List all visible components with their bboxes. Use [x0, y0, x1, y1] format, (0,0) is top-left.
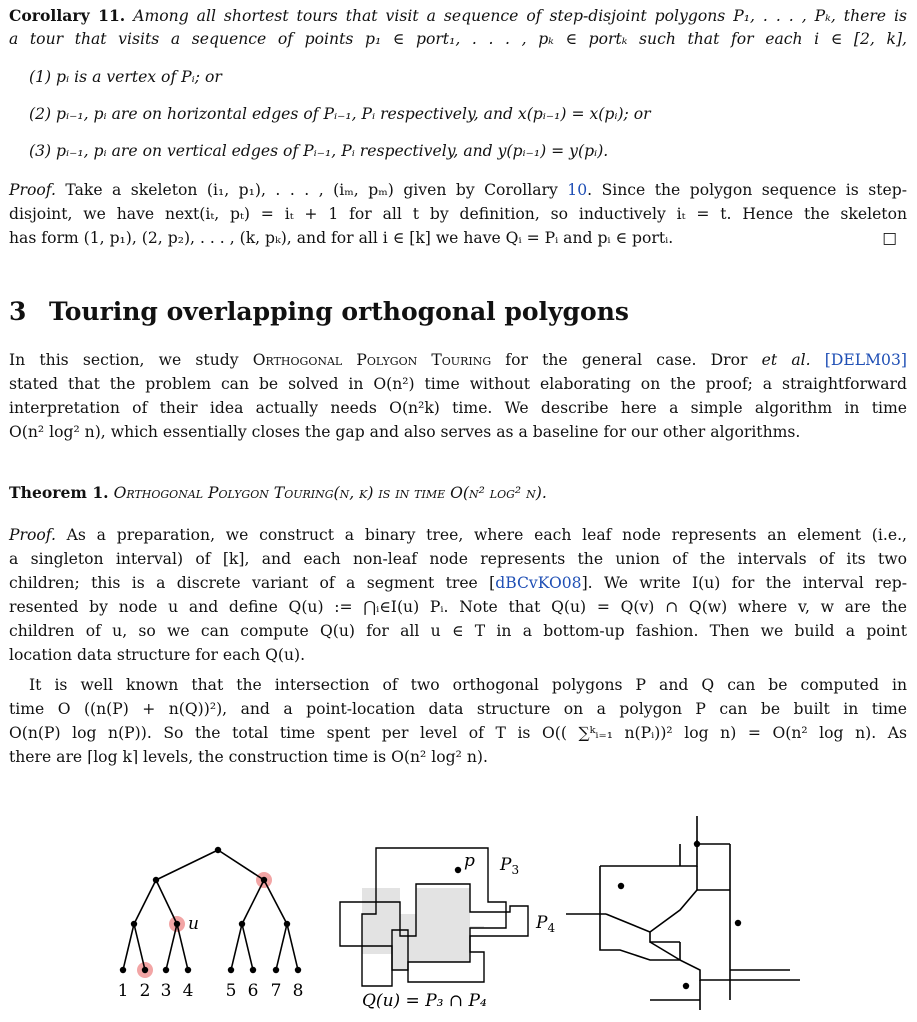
figure: [0, 810, 917, 1022]
intro-text-a: In this section, we study: [9, 351, 253, 369]
tree-node-u: [174, 921, 180, 927]
intro-line-2: stated that the problem can be solved in O(n²) time without elaborating on the proof; a straightforward: [9, 375, 907, 393]
leaf-label-3: 3: [160, 981, 172, 1001]
theorem-line: [9, 482, 907, 504]
proof-2-text-3b: ]. We write I(u) for the interval rep-: [581, 574, 907, 592]
corollary-item-2: (2) pᵢ₋₁, pᵢ are on horizontal edges of Pᵢ₋₁, Pᵢ respectively, and x(pᵢ₋₁) = x(pᵢ); or: [29, 105, 651, 123]
proof-2-label: Proof.: [9, 526, 56, 544]
section-heading: [9, 296, 629, 328]
section-title: Touring overlapping orthogonal polygons: [49, 297, 629, 326]
intro-line-3: interpretation of their idea actually needs O(n²k) time. We describe here a simple algorithm in time: [9, 399, 907, 417]
intro-etal: et al.: [761, 351, 811, 369]
leaf-label-8: 8: [292, 981, 304, 1001]
proof-1-text-a: Take a skeleton (i₁, p₁), . . . , (iₘ, pₘ) given by Corollary: [65, 181, 568, 199]
proof-2-line-5: children of u, so we can compute Q(u) for all u ∈ T in a bottom-up fashion. Then we build a point: [9, 622, 907, 640]
proof-2-text-1: As a preparation, we construct a binary tree, where each leaf node represents an element (i.e.,: [66, 526, 907, 544]
tree-node: [153, 877, 159, 883]
proof-1-line-2: disjoint, we have next(iₜ, pₜ) = iₜ + 1 for all t by definition, so inductively iₜ = t. Hence the skeleton: [9, 205, 907, 223]
tree-node: [284, 921, 290, 927]
proof-2-line-7: It is well known that the intersection of two orthogonal polygons P and Q can be computed in: [29, 676, 907, 694]
leaf-label-7: 7: [270, 981, 282, 1001]
corollary-label: Corollary 11.: [9, 6, 126, 25]
tree-leaf: [228, 967, 234, 973]
tree-leaf: [163, 967, 169, 973]
leaf-label-2: 2: [139, 981, 151, 1001]
proof-2-line-1: [9, 525, 907, 546]
path-routing-diagram: [566, 816, 800, 1010]
intro-line-1: [9, 350, 907, 371]
tree-leaf: [142, 967, 148, 973]
proof-2-line-10: there are ⌈log k⌉ levels, the construction time is O(n² log² n).: [9, 748, 488, 766]
tree-leaf: [273, 967, 279, 973]
tree-leaf: [250, 967, 256, 973]
intersection-region: [362, 888, 484, 970]
tree-node: [131, 921, 137, 927]
corollary-item-1: (1) pᵢ is a vertex of Pᵢ; or: [29, 68, 222, 86]
proof-1-line-3: [9, 228, 907, 249]
leaf-label-1: 1: [117, 981, 129, 1001]
proof-2-line-8: time O ((n(P) + n(Q))²), and a point-location data structure on a polygon P can be built in time: [9, 700, 907, 718]
proof-2-line-9: O(n(P) log n(P)). So the total time spent per level of T is O(( ∑ᵏᵢ₌₁ n(Pᵢ))² log n) = O(n² log n). As: [9, 724, 907, 742]
p3-label-sub: 3: [511, 863, 520, 877]
corollary-line-2: a tour that visits a sequence of points p₁ ∈ port₁, . . . , pₖ ∈ portₖ such that for each i ∈ [2, k],: [9, 30, 907, 48]
binary-tree-diagram: [123, 850, 298, 978]
proof-1-text-b: . Since the polygon sequence is step-: [587, 181, 907, 199]
theorem-text: Orthogonal Polygon Touring(n, k) is in time O(n² log² n).: [113, 484, 547, 502]
leaf-label-5: 5: [225, 981, 237, 1001]
tree-leaf: [185, 967, 191, 973]
proof-2-line-2: a singleton interval) of [k], and each non-leaf node represents the union of the intervals of its two: [9, 550, 907, 568]
corollary-line-1: [9, 5, 907, 27]
corollary-10-link[interactable]: 10: [567, 181, 588, 199]
delm03-link[interactable]: [DELM03]: [824, 351, 907, 369]
leaf-label-6: 6: [247, 981, 259, 1001]
proof-2-line-3: [9, 573, 907, 594]
qed-symbol: □: [882, 229, 897, 247]
dbcvko08-link[interactable]: dBCvKO08: [495, 574, 582, 592]
figure-caption-qu: Q(u) = P₃ ∩ P₄: [362, 991, 487, 1011]
point-p: [455, 867, 461, 873]
p3-label-text: P: [500, 855, 512, 875]
tree-leaf: [295, 967, 301, 973]
routing-point: [618, 883, 624, 889]
tree-leaf: [120, 967, 126, 973]
tree-nodes: [120, 847, 301, 973]
problem-name: Orthogonal Polygon Touring: [252, 351, 492, 369]
p3-label: [499, 855, 519, 877]
tree-node: [239, 921, 245, 927]
section-number: 3: [9, 297, 27, 326]
leaf-label-4: 4: [182, 981, 194, 1001]
routing-point: [683, 983, 689, 989]
p4-label-text: P: [536, 913, 548, 933]
routing-point: [694, 841, 700, 847]
node-label-u: u: [188, 914, 199, 934]
p4-label-sub: 4: [547, 921, 556, 935]
p4-label: [535, 913, 555, 935]
tree-node: [215, 847, 221, 853]
proof-1-text-3: has form (1, p₁), (2, p₂), . . . , (k, pₖ), and for all i ∈ [k] we have Qᵢ = Pᵢ and pᵢ ∈ portᵢ.: [9, 229, 674, 247]
theorem-label: Theorem 1.: [9, 483, 109, 502]
intro-text-b: for the general case. Dror: [491, 351, 762, 369]
routing-point: [735, 920, 741, 926]
intro-line-4: O(n² log² n), which essentially closes the gap and also serves as a baseline for our other algorithms.: [9, 423, 801, 441]
leaf-labels: [118, 981, 304, 1001]
proof-2-line-4: resented by node u and define Q(u) := ⋂ᵢ∈I(u) Pᵢ. Note that Q(u) = Q(v) ∩ Q(w) where v, w are the: [9, 598, 907, 616]
proof-2-line-6: location data structure for each Q(u).: [9, 646, 306, 664]
corollary-item-3: (3) pᵢ₋₁, pᵢ are on vertical edges of Pᵢ₋₁, Pᵢ respectively, and y(pᵢ₋₁) = y(pᵢ).: [29, 142, 609, 160]
proof-2-text-3a: children; this is a discrete variant of a segment tree [: [9, 574, 496, 592]
point-p-label: p: [464, 851, 475, 871]
proof-1-label: Proof.: [9, 181, 56, 199]
tree-node: [261, 877, 267, 883]
corollary-text-1: Among all shortest tours that visit a sequence of step-disjoint polygons P₁, . . . , Pₖ, there is: [133, 7, 907, 25]
polygon-intersection-diagram: [340, 848, 555, 1011]
proof-1-line-1: [9, 180, 907, 201]
